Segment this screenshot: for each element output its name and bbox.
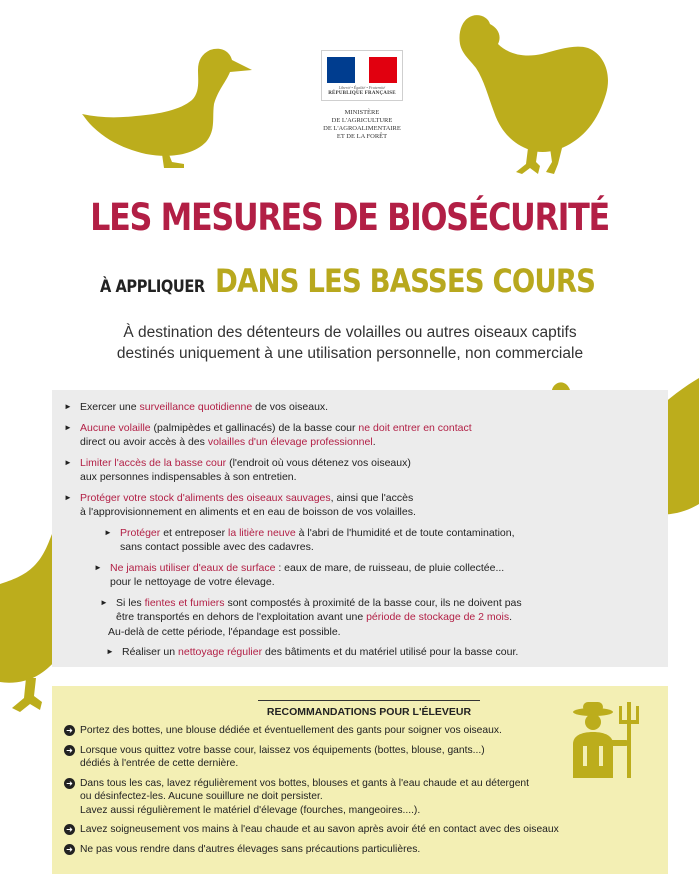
triangle-bullet-icon: ► (106, 647, 114, 656)
measures-list (64, 400, 594, 666)
hen-silhouette-icon (458, 14, 613, 180)
recommendation-item: ➜ Portez des bottes, une blouse dédiée et éventuellement des gants pour soigner vos oiseaux. (64, 724, 604, 738)
circled-arrow-icon: ➜ (64, 824, 75, 835)
triangle-bullet-icon: ► (64, 492, 72, 502)
triangle-bullet-icon: ► (64, 422, 72, 432)
subtitle (100, 262, 596, 300)
triangle-bullet-icon: ► (100, 597, 108, 607)
triangle-bullet-icon: ► (104, 527, 112, 537)
triangle-bullet-icon: ► (64, 457, 72, 467)
measure-item: ► Protéger votre stock d'aliments des oiseaux sauvages, ainsi que l'accès à l'approvisionnement en aliments et en eau de boisson de vos volailles. (64, 491, 416, 518)
ministry-logo (314, 50, 410, 141)
recommendation-item: ➜ Lavez soigneusement vos mains à l'eau chaude et au savon après avoir été en contact avec des oiseaux (64, 823, 604, 837)
recommendations-list (64, 724, 604, 862)
subtitle-small: À APPLIQUER (100, 277, 205, 297)
recommendation-item: ➜ Dans tous les cas, lavez régulièrement vos bottes, blouses et gants à l'eau chaude et au détergent ou désinfectez-les. Aucune souillure ne doit persister. Lavez aussi régulièrement le matériel d'élevage (fourches, mangeoires....). (64, 777, 604, 818)
duck-silhouette-icon (80, 44, 255, 170)
circled-arrow-icon: ➜ (64, 778, 75, 789)
circled-arrow-icon: ➜ (64, 725, 75, 736)
page-title: LES MESURES DE BIOSÉCURITÉ (90, 196, 609, 239)
recommendation-item: ➜ Ne pas vous rendre dans d'autres élevages sans précautions particulières. (64, 843, 604, 857)
republic-name: RÉPUBLIQUE FRANÇAISE (328, 91, 396, 96)
triangle-bullet-icon: ► (64, 402, 72, 411)
circled-arrow-icon: ➜ (64, 745, 75, 756)
recommendation-item: ➜ Lorsque vous quittez votre basse cour, laissez vos équipements (bottes, blouse, gants...) dédiés à l'entrée de cette dernière. (64, 744, 604, 771)
recommendations-title: RECOMMANDATIONS POUR L'ÉLEVEUR (258, 700, 480, 718)
marianne-logo-box (321, 50, 403, 101)
measure-item: ► Si les fientes et fumiers sont compostés à proximité de la basse cour, ils ne doivent pas être transportés en dehors de l'exploitation avant une période de stockage de 2 mois. Au-delà de cette période, l'épandage est possible. (100, 596, 522, 638)
measure-item: ► Limiter l'accès de la basse cour (l'endroit où vous détenez vos oiseaux) aux personnes indispensables à son entretien. (64, 456, 411, 483)
triangle-bullet-icon: ► (94, 562, 102, 572)
measure-item: ► Aucune volaille (palmipèdes et gallinacés) de la basse cour ne doit entrer en contact direct ou avoir accès à des volailles d'un élevage professionnel. (64, 421, 472, 448)
french-flag-icon (327, 57, 397, 83)
measure-item: ► Ne jamais utiliser d'eaux de surface : eaux de mare, de ruisseau, de pluie collectée... pour le nettoyage de votre élevage. (94, 561, 505, 588)
measure-item: ► Réaliser un nettoyage régulier des bâtiments et du matériel utilisé pour la basse cour. (106, 646, 519, 658)
circled-arrow-icon: ➜ (64, 844, 75, 855)
ministry-name: MINISTÈRE DE L'AGRICULTURE DE L'AGROALIMENTAIRE ET DE LA FORÊT (323, 109, 401, 140)
subtitle-big: DANS LES BASSES COURS (215, 262, 596, 300)
measure-item: ► Exercer une surveillance quotidienne de vos oiseaux. (64, 401, 329, 413)
measure-item: ► Protéger et entreposer la litière neuve à l'abri de l'humidité et de toute contamination, sans contact possible avec des cadavres. (104, 526, 515, 553)
intro-text: À destination des détenteurs de volailles ou autres oiseaux captifs destinés uniquement à une utilisation personnelle, non commerciale (116, 324, 584, 362)
republic-motto: Liberté • Égalité • Fraternité (338, 85, 386, 90)
